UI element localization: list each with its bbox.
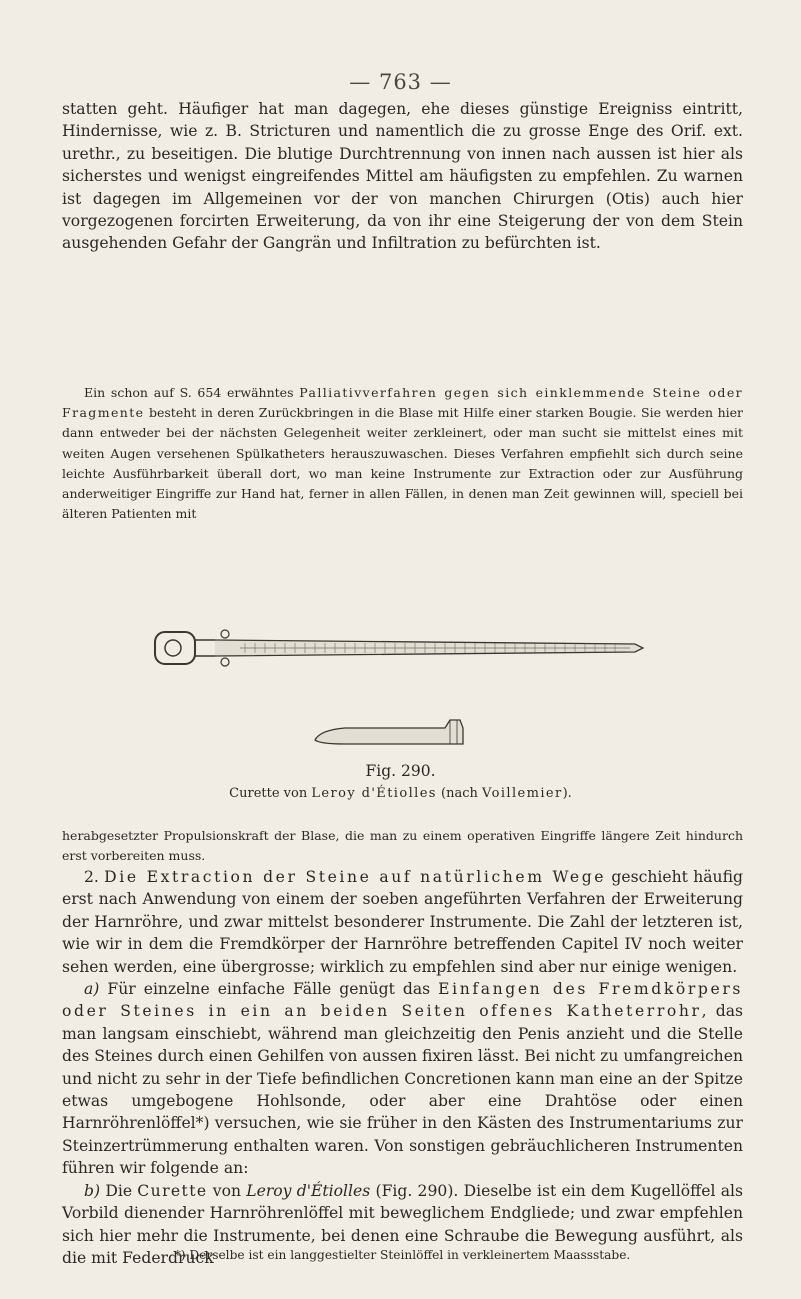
paragraph-continuation xyxy=(62,98,743,255)
figure-caption: Curette von Leroy d'Étiolles (nach Voillemier). xyxy=(229,786,572,801)
small-print-continuation xyxy=(62,826,743,866)
small-print-text: Ein schon auf S. 654 erwähntes Palliativverfahren gegen sich einklemmende Steine oder Fragmente besteht in deren Zurückbringen in die Blase mit Hilfe einer starken Bougie. Sie werden hier dann entweder bei der nächsten Gelegenheit weiter zerkleinert, oder man sucht sie mittelst eines mit weiten Augen versehenen Spülkatheters herauszuwaschen. Dieses Verfahren empfiehlt sich durch seine leichte Ausführbarkeit überall dort, wo man keine Instrumente zur Extraction oder zur Ausführung anderweitiger Eingriffe zur Hand hat, ferner in allen Fällen, in denen man Zeit gewinnen will, speciell bei älteren Patienten mit xyxy=(62,385,743,522)
curette-illustration xyxy=(145,620,655,760)
footnote: *) Derselbe ist ein langgestielter Steinlöffel in verkleinertem Maassstabe. xyxy=(174,1248,631,1262)
spaced-term: Palliativverfahren gegen sich einklemmende Steine oder Fragmente xyxy=(62,385,743,421)
section-heading: Die Extraction der Steine auf natürlichem Wege xyxy=(104,868,607,886)
figure-label: Fig. 290. xyxy=(365,762,436,780)
small-print-paragraph xyxy=(62,383,743,524)
spaced-term: Einfangen des Fremdkörpers oder Steines in ein an beiden Seiten offenes Katheterrohr xyxy=(62,980,743,1021)
paragraph-text: statten geht. Häufiger hat man dagegen, ehe dieses günstige Ereigniss eintritt, Hindernisse, wie z. B. Stricturen und namentlich die zu grosse Enge des Orif. ext. urethr., zu beseitigen. Die blutige Durchtrennung von innen nach aussen ist hier als sicherstes und wenigst eingreifendes Mittel am häufigsten zu empfehlen. Zu warnen ist dagegen im Allgemeinen vor der von manchen Chirurgen (Otis) auch hier vorgezogenen forcirten Erweiterung, da von ihr eine Steigerung der von dem Stein ausgehenden Gefahr der Gangrän und Infiltration zu befürchten ist. xyxy=(62,100,743,253)
paragraph-3: a) Für einzelne einfache Fälle genügt das Einfangen des Fremdkörpers oder Steines in ein an beiden Seiten offenes Katheterrohr, das man langsam einschiebt, während man gleichzeitig den Penis anzieht und die Stelle des Steines durch einen Gehilfen von aussen fixiren lässt. Bei nicht zu umfangreichen und nicht zu sehr in der Tiefe befindlichen Concretionen kann man eine an der Spitze etwas umgebogene Hohlsonde, oder aber eine Drahtöse oder einen Harnröhrenlöffel*) versuchen, wie sie früher in den Kästen des Instrumentariums zur Steinzertrümmerung enthalten waren. Von sonstigen gebräuchlicheren Instrumenten führen wir folgende an: xyxy=(62,980,743,1178)
section-extraction xyxy=(62,866,743,1269)
paragraph-4: b) Die Curette von Leroy d'Étiolles (Fig. 290). Dieselbe ist ein dem Kugellöffel als Vorbild dienender Harnröhrenlöffel mit beweglichem Endgliede; und zwar empfehlen sich hier mehr die Instrumente, bei denen eine Schraube die Bewegung ausführt, als die mit Federdruck xyxy=(62,1181,743,1267)
paragraph-2: 2. Die Extraction der Steine auf natürlichem Wege geschieht häufig erst nach Anwendung von einem der soeben angeführten Verfahren der Erweiterung der Harnröhre, und zwar mittelst besonderer Instrumente. Die Zahl der letzteren ist, wie wir in dem die Fremdkörper der Harnröhre betreffenden Capitel IV noch weiter sehen werden, eine übergrosse; wirklich zu empfehlen sind aber nur einige wenigen. xyxy=(62,868,743,976)
curette-tip-detail xyxy=(315,720,463,744)
curette-upper-instrument xyxy=(155,630,643,666)
page-number: — 763 — xyxy=(349,70,452,94)
small-print-text-2: herabgesetzter Propulsionskraft der Blase, die man zu einem operativen Eingriffe längere Zeit hindurch erst vorbereiten muss. xyxy=(62,828,743,864)
